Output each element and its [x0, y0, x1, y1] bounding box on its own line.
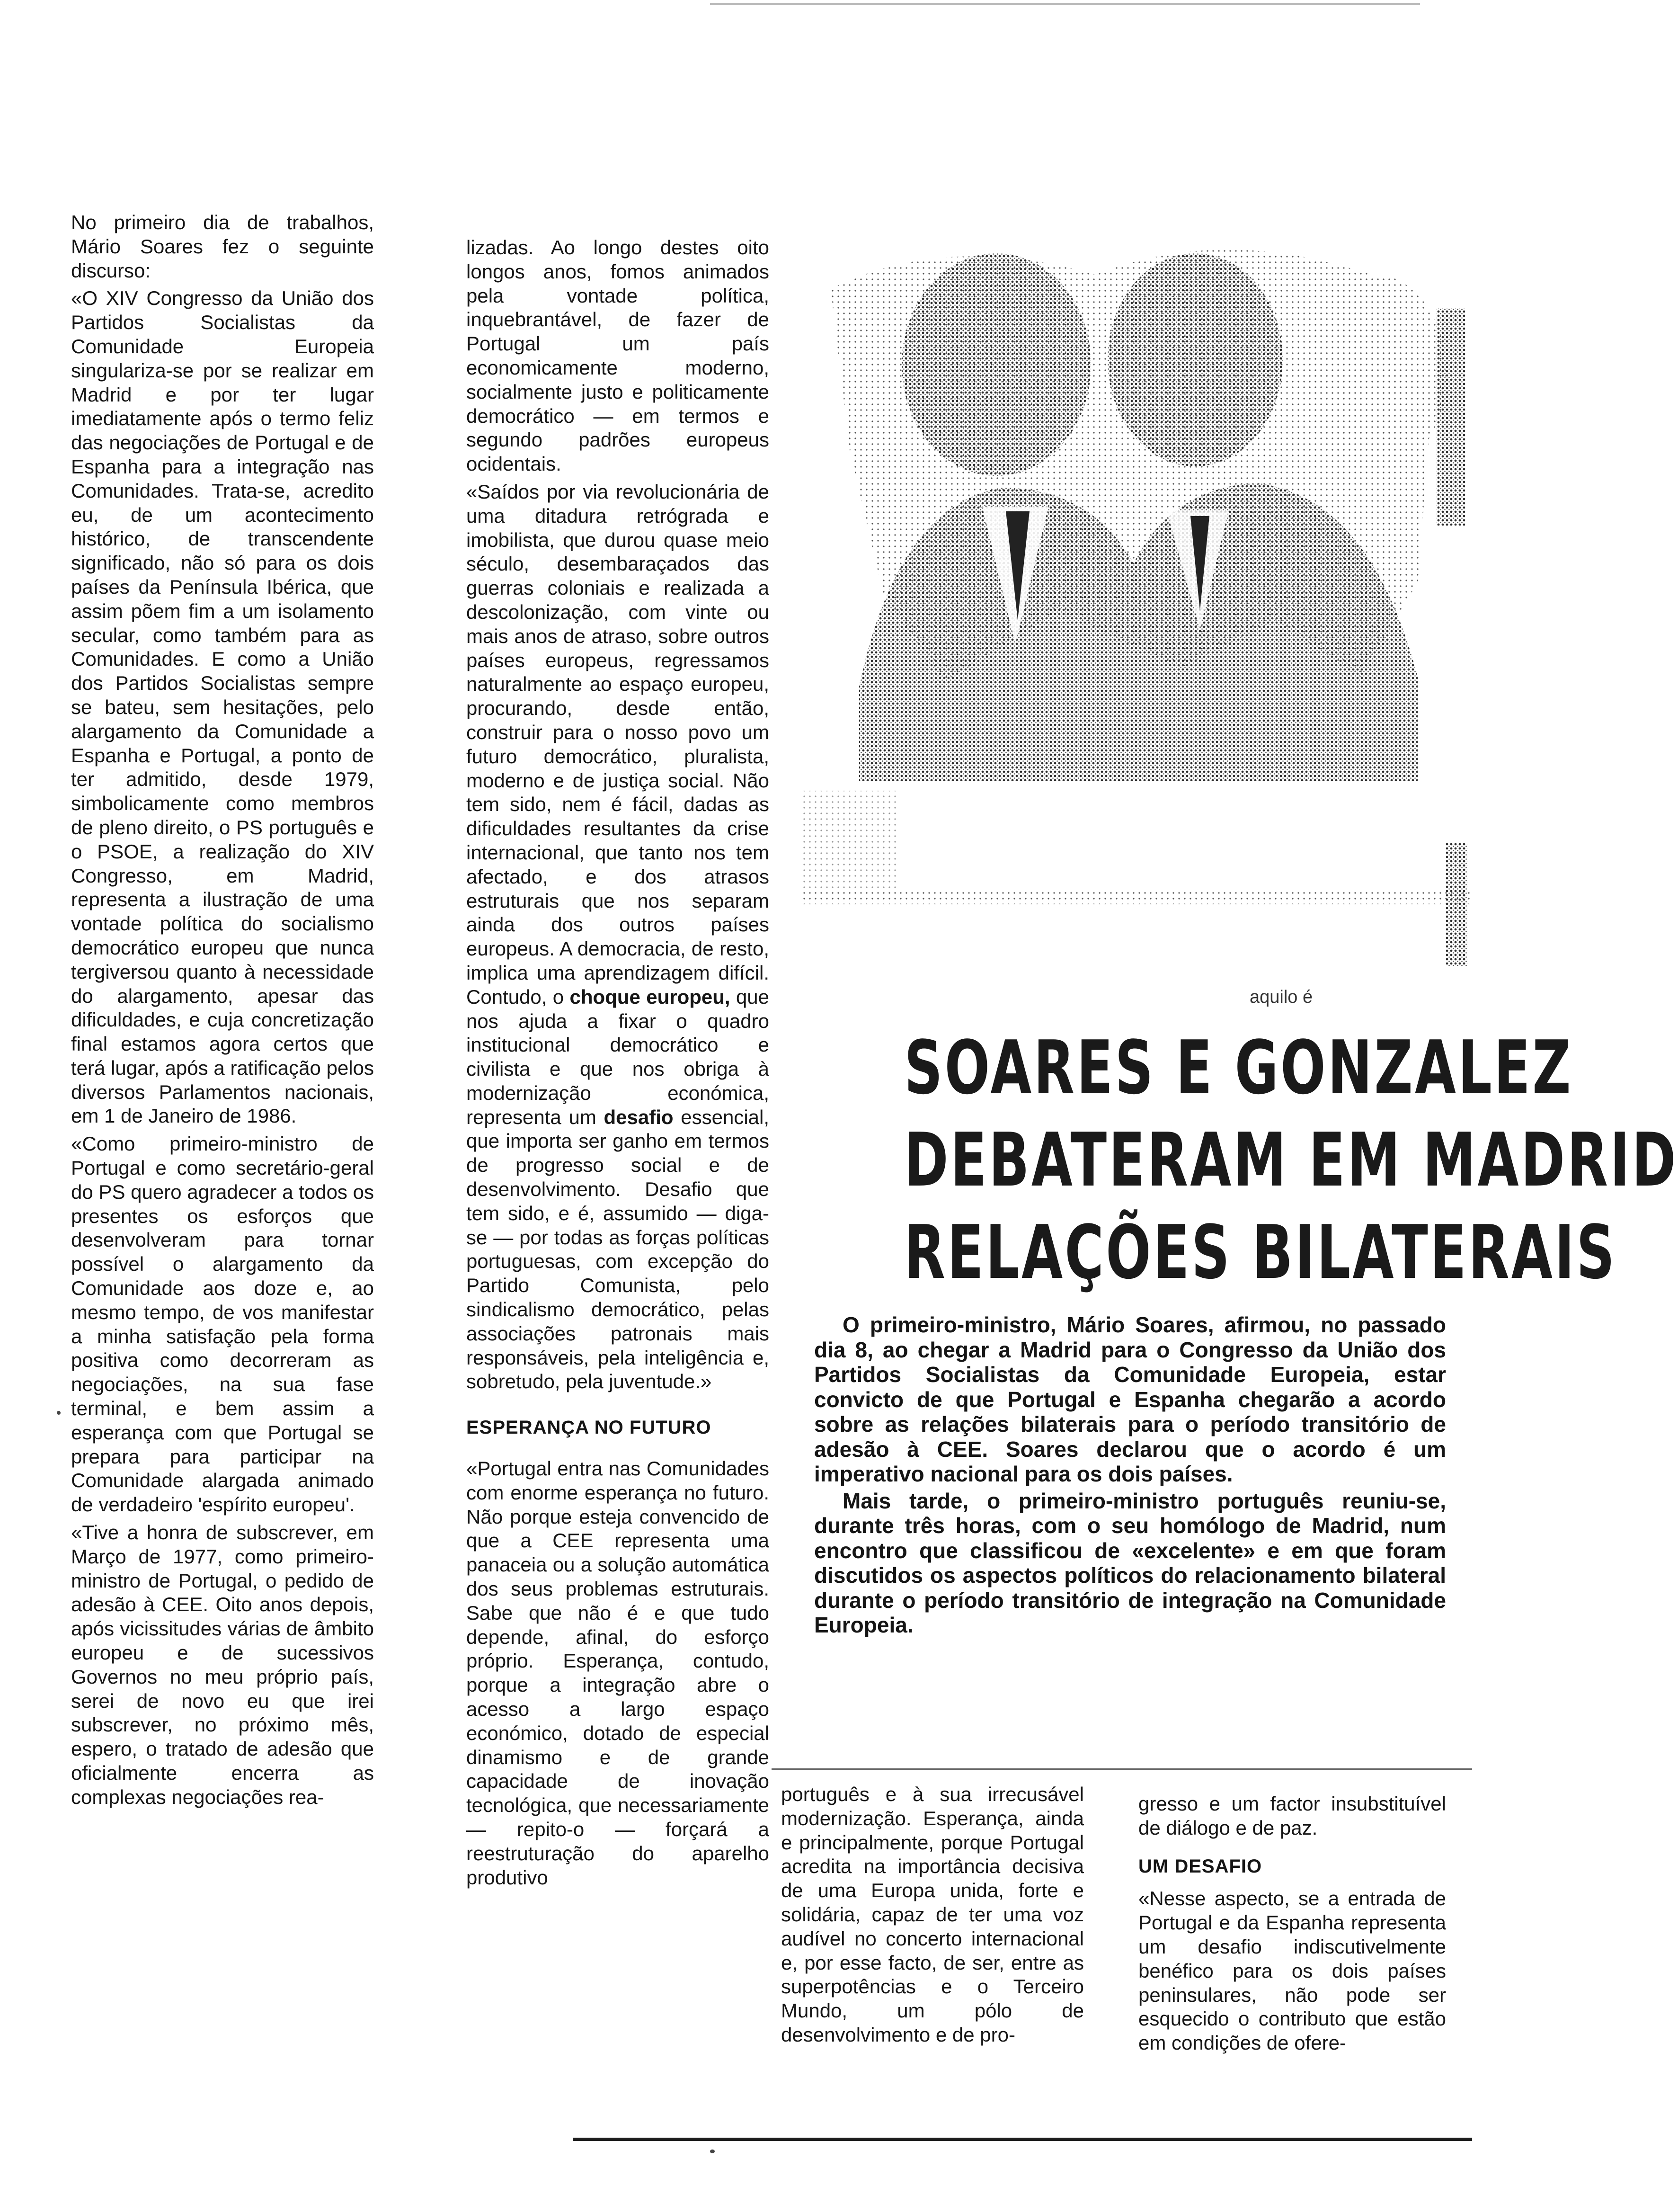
article-column-4: [781, 1783, 1084, 2047]
scan-top-rule: [710, 3, 1420, 5]
headline-line-2: DEBATERAM EM MADRID: [904, 1117, 1678, 1203]
col1-paragraph-1: No primeiro dia de trabalhos, Mário Soares fez o seguinte discurso:: [71, 211, 374, 282]
col2-paragraph-2: [466, 480, 769, 1394]
article-column-5: [1138, 1792, 1446, 2055]
article-column-1: [71, 211, 374, 1810]
photo-halftone: [802, 204, 1470, 1018]
lead-paragraph-2: Mais tarde, o primeiro-ministro português reuniu-se, durante três horas, com o seu homólogo de Madrid, num encontro que classificou de «excelente» e em que foram discutidos os aspectos políticos do relacionamento bilateral durante o período transitório de integração na Comunidade Europeia.: [814, 1488, 1446, 1637]
page-bottom-rule: [573, 2138, 1472, 2141]
lead-paragraph-1: O primeiro-ministro, Mário Soares, afirmou, no passado dia 8, ao chegar a Madrid para o Congresso da União dos Partidos Socialistas da Comunidade Europeia, estar convicto de que Portugal e Espanha chegarão a acordo sobre as relações bilaterais para o período transitório de adesão à CEE. Soares declarou que o acordo é um imperativo nacional para os dois países.: [814, 1312, 1446, 1486]
subheading-desafio: UM DESAFIO: [1138, 1855, 1262, 1877]
col2-paragraph-3: «Portugal entra nas Comunidades com enorme esperança no futuro. Não porque esteja convencido de que a CEE representa uma panaceia ou a solução automática dos seus problemas estruturais. Sabe que não é e que tudo depende, afinal, do esforço próprio. Esperança, contudo, porque a integração abre o acesso a largo espaço económico, dotado de especial dinamismo e de grande capacidade de inovação tecnológica, que necessariamente — repito-o — forçará a reestruturação do aparelho produtivo: [466, 1457, 769, 1889]
col2-paragraph-2-end: essencial, que importa ser ganho em termos de progresso social e de desenvolvimento. Desafio que tem sido, e é, assumido — diga-se — por todas as forças políticas portuguesas, com excepção do Partido Comunista, pelo sindicalismo democrático, pelas associações patronais mais responsáveis, pela inteligência e, sobretudo, pela juventude.»: [466, 1106, 770, 1393]
headline-line-1: SOARES E GONZALEZ: [904, 1025, 1573, 1111]
col2-paragraph-1: lizadas. Ao longo destes oito longos anos, fomos animados pela vontade política, inquebrantável, de fazer de Portugal um país economicamente moderno, socialmente justo e politicamente democrático — em termos e segundo padrões europeus ocidentais.: [466, 236, 769, 475]
photo-caption-fragment: aquilo é: [1250, 987, 1313, 1007]
scan-speck: [710, 2150, 715, 2153]
photo-soares-gonzalez: [802, 204, 1470, 1018]
col1-paragraph-4: «Tive a honra de subscrever, em Março de 1977, como primeiro-ministro de Portugal, o pedido de adesão à CEE. Oito anos depois, após vicissitudes várias de âmbito europeu e de sucessivos Governos no meu próprio país, serei de novo eu que irei subscrever, no próximo mês, espero, o tratado de adesão que oficialmente encerra as complexas negociações rea-: [71, 1521, 374, 1808]
col5-paragraph-1: gresso e um factor insubstituível de diálogo e de paz.: [1138, 1793, 1446, 1839]
lead-bottom-rule: [772, 1768, 1472, 1770]
col1-paragraph-2: «O XIV Congresso da União dos Partidos Socialistas da Comunidade Europeia singulariza-se por se realizar em Madrid e por ter lugar imediatamente após o termo feliz das negociações de Portugal e de Espanha para a integração nas Comunidades. Trata-se, acredito eu, de um acontecimento histórico, de transcendente significado, não só para os dois países da Península Ibérica, que assim põem fim a um isolamento secular, como também para as Comunidades. E como a União dos Partidos Socialistas sempre se bateu, sem hesitações, pelo alargamento da Comunidade a Espanha e Portugal, a ponto de ter admitido, desde 1979, simbolicamente como membros de pleno direito, o PS português e o PSOE, a realização do XIV Congresso, em Madrid, representa a ilustração de uma vontade política do socialismo democrático europeu que nunca tergiversou quanto à necessidade do alargamento, apesar das dificuldades, e cuja concretização final estamos agora certos que terá lugar, após a ratificação pelos diversos Parlamentos nacionais, em 1 de Janeiro de 1986.: [71, 287, 374, 1127]
subheading-esperanca: ESPERANÇA NO FUTURO: [466, 1417, 711, 1438]
col1-paragraph-3: «Como primeiro-ministro de Portugal e como secretário-geral do PS quero agradecer a todos os presentes os esforços que desenvolveram para tornar possível o alargamento da Comunidade aos doze e, ao mesmo tempo, de vos manifestar a minha satisfação pela forma positiva como decorreram as negociações, na sua fase terminal, e bem assim a esperança com que Portugal se prepara para participar na Comunidade alargada animado de verdadeiro 'espírito europeu'.: [71, 1133, 374, 1516]
headline-line-3: RELAÇÕES BILATERAIS: [904, 1209, 1617, 1295]
col2-paragraph-2-cont: que nos ajuda a fixar o quadro institucional democrático e civilista e que nos obriga à modernização económica, representa um: [466, 985, 770, 1128]
article-column-2: [466, 236, 769, 1890]
col5-paragraph-2: «Nesse aspecto, se a entrada de Portugal e da Espanha representa um desafio indiscutivelmente benéfico para os dois países peninsulares, não pode ser esquecido o contributo que estão em condições de ofere-: [1138, 1887, 1446, 2054]
scan-speck: [57, 1411, 61, 1415]
col4-paragraph: português e à sua irrecusável modernização. Esperança, ainda e principalmente, porque Portugal acredita na importância decisiva de uma Europa unida, forte e solidária, capaz de ter uma voz audível no concerto internacional e, por esse facto, de ser, entre as superpotências e o Terceiro Mundo, um pólo de desenvolvimento e de pro-: [781, 1783, 1084, 2046]
desafio-bold: desafio: [604, 1106, 674, 1128]
choque-europeu-bold: choque europeu,: [569, 985, 730, 1008]
article-lead: [814, 1312, 1446, 1638]
col2-paragraph-2-text: «Saídos por via revolucionária de uma ditadura retrógrada e imobilista, que durou quase meio século, desembaraçados das guerras coloniais e realizada a descolonização, com vinte ou mais anos de atraso, sobre outros países europeus, regressamos naturalmente ao espaço europeu, procurando, desde então, construir para o nosso povo um futuro democrático, pluralista, moderno e de justiça social. Não tem sido, nem é fácil, dadas as dificuldades resultantes da crise internacional, que tanto nos tem afectado, e dos atrasos estruturais que nos separam ainda dos outros países europeus. A democracia, de resto, implica uma aprendizagem difícil. Contudo, o: [466, 480, 769, 1008]
